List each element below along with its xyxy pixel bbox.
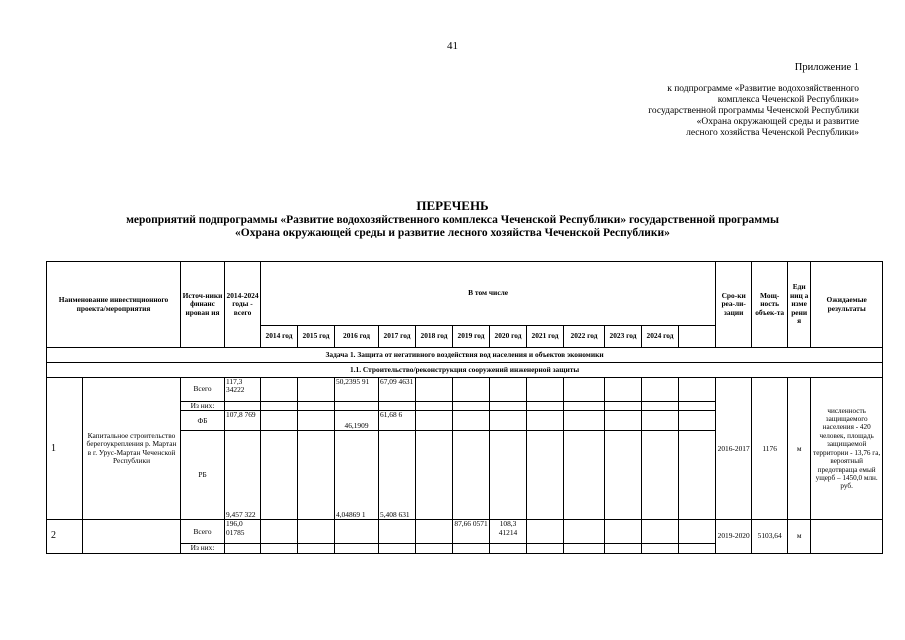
header-year: 2020 год — [490, 326, 527, 348]
source-including: Из них: — [181, 402, 225, 411]
header-including: В том числе — [261, 262, 716, 326]
cell-2024 — [642, 520, 679, 544]
cell-empty — [605, 431, 642, 520]
header-year: 2024 год — [642, 326, 679, 348]
unit-value: м — [788, 520, 811, 553]
cell-empty — [564, 431, 605, 520]
cell-empty — [261, 411, 298, 431]
task-row: Задача 1. Защита от негативного воздействия вод населения и объектов экономики — [47, 348, 883, 363]
cell-empty — [225, 402, 261, 411]
cell-empty — [416, 402, 453, 411]
cell-empty — [564, 411, 605, 431]
cell-empty — [225, 544, 261, 553]
cell-2023 — [605, 520, 642, 544]
subprogram-line: к подпрограмме «Развитие водохозяйственного — [667, 84, 859, 94]
cell-2023 — [605, 378, 642, 402]
cell-2022 — [564, 378, 605, 402]
cell-empty — [379, 544, 416, 553]
cell-empty — [379, 402, 416, 411]
cell-empty — [527, 431, 564, 520]
header-year: 2018 год — [416, 326, 453, 348]
value-2016-rb: 4,04869 1 — [335, 431, 379, 520]
capacity-value: 1176 — [752, 378, 788, 520]
subprogram-line: комплекса Чеченской Республики» — [717, 95, 859, 105]
cell-empty — [564, 544, 605, 553]
row-number: 2 — [47, 520, 83, 553]
header-unit: Еди ниц а изме рени я — [788, 262, 811, 348]
cell-empty — [564, 402, 605, 411]
cell-2014 — [261, 378, 298, 402]
cell-empty — [642, 544, 679, 553]
cell-empty — [490, 411, 527, 431]
capacity-value: 5103,64 — [752, 520, 788, 553]
header-results: Ожидаемые результаты — [811, 262, 883, 348]
value-2016: 50,2395 91 — [335, 378, 379, 402]
cell-empty — [453, 431, 490, 520]
page-number: 41 — [447, 40, 458, 52]
expected-results-empty — [811, 520, 883, 553]
cell-empty — [416, 544, 453, 553]
cell-2020 — [490, 378, 527, 402]
cell-empty — [679, 431, 716, 520]
cell-2021 — [527, 520, 564, 544]
cell-2016 — [335, 520, 379, 544]
appendix-label: Приложение 1 — [794, 62, 859, 73]
cell-2018 — [416, 520, 453, 544]
subprogram-reference — [539, 84, 859, 139]
header-year: 2016 год — [335, 326, 379, 348]
source-fb: ФБ — [181, 411, 225, 431]
project-name: Капитальное строительство берегоукрепления р. Мартан в г. Урус-Мартан Чеченской Республики — [83, 378, 181, 520]
cell-2022 — [564, 520, 605, 544]
cell-empty — [298, 411, 335, 431]
cell-2014 — [261, 520, 298, 544]
value-2017-rb: 5,408 631 — [379, 431, 416, 520]
header-year: 2014 год — [261, 326, 298, 348]
document-title: ПЕРЕЧЕНЬ — [416, 198, 489, 213]
cell-empty — [490, 544, 527, 553]
row-number: 1 — [47, 378, 83, 520]
cell-2018 — [416, 378, 453, 402]
terms-value: 2019-2020 — [716, 520, 752, 553]
cell-empty — [416, 411, 453, 431]
document-subtitle: мероприятий подпрограммы «Развитие водохозяйственного комплекса Чеченской Республики» государственной программы «Охрана окружающей среды и развитие лесного хозяйства Чеченской Республики» — [126, 214, 779, 239]
cell-empty — [490, 431, 527, 520]
value-2020: 108,3 41214 — [490, 520, 527, 544]
cell-2019 — [453, 378, 490, 402]
header-year: 2019 год — [453, 326, 490, 348]
cell-empty — [298, 544, 335, 553]
total-value: 196,0 01785 — [225, 520, 261, 544]
value-2017-fb: 61,68 6 — [379, 411, 416, 431]
measures-table — [46, 261, 883, 554]
cell-empty — [453, 411, 490, 431]
section-row: 1.1. Строительство/реконструкция сооружений инженерной защиты — [47, 363, 883, 378]
subprogram-line: государственной программы Чеченской Республики — [648, 106, 859, 116]
cell-empty — [298, 431, 335, 520]
value-2017: 67,09 4631 — [379, 378, 416, 402]
header-year: 2015 год — [298, 326, 335, 348]
cell-empty — [679, 411, 716, 431]
cell-empty — [527, 402, 564, 411]
cell-empty — [416, 431, 453, 520]
total-rb: 9,457 322 — [225, 431, 261, 520]
cell-empty — [261, 431, 298, 520]
cell-empty — [527, 411, 564, 431]
cell-empty — [298, 402, 335, 411]
total-value: 117,3 34222 — [225, 378, 261, 402]
header-terms: Сро-ки реа-ли-зации — [716, 262, 752, 348]
cell-2015 — [298, 378, 335, 402]
terms-value: 2016-2017 — [716, 378, 752, 520]
header-total: 2014-2024 годы - всего — [225, 262, 261, 348]
header-year: 2022 год — [564, 326, 605, 348]
value-2016-fb: 46,1909 — [335, 411, 379, 431]
cell-extra — [679, 520, 716, 544]
cell-empty — [261, 544, 298, 553]
source-total: Всего — [181, 520, 225, 544]
cell-empty — [605, 411, 642, 431]
cell-empty — [490, 402, 527, 411]
header-source: Источ-ники финанс ирован ия — [181, 262, 225, 348]
header-year-empty — [679, 326, 716, 348]
unit-value: м — [788, 378, 811, 520]
header-name: Наименование инвестиционного проекта/мероприятия — [47, 262, 181, 348]
cell-empty — [642, 411, 679, 431]
header-year: 2021 год — [527, 326, 564, 348]
cell-empty — [527, 544, 564, 553]
cell-2017 — [379, 520, 416, 544]
expected-results: численность защищаемого населения - 420 человек, площадь защищаемой территории - 13,76 га, вероятный предотвраща емый ущерб – 1450,0 млн. руб. — [811, 378, 883, 520]
source-including: Из них: — [181, 544, 225, 553]
subprogram-line: лесного хозяйства Чеченской Республики» — [686, 128, 859, 138]
header-year: 2017 год — [379, 326, 416, 348]
value-2019: 87,66 0571 — [453, 520, 490, 544]
cell-empty — [679, 544, 716, 553]
cell-empty — [605, 544, 642, 553]
cell-empty — [642, 402, 679, 411]
cell-empty — [679, 402, 716, 411]
project-name-empty — [83, 520, 181, 553]
cell-empty — [335, 402, 379, 411]
cell-empty — [605, 402, 642, 411]
subprogram-line: «Охрана окружающей среды и развитие — [696, 117, 859, 127]
source-total: Всего — [181, 378, 225, 402]
cell-empty — [453, 544, 490, 553]
cell-2021 — [527, 378, 564, 402]
cell-empty — [261, 402, 298, 411]
cell-2015 — [298, 520, 335, 544]
cell-empty — [453, 402, 490, 411]
source-rb: РБ — [181, 431, 225, 520]
cell-empty — [335, 544, 379, 553]
total-fb: 107,8 769 — [225, 411, 261, 431]
header-capacity: Мощ-ность объек-та — [752, 262, 788, 348]
header-year: 2023 год — [605, 326, 642, 348]
cell-extra — [679, 378, 716, 402]
cell-empty — [642, 431, 679, 520]
cell-2024 — [642, 378, 679, 402]
